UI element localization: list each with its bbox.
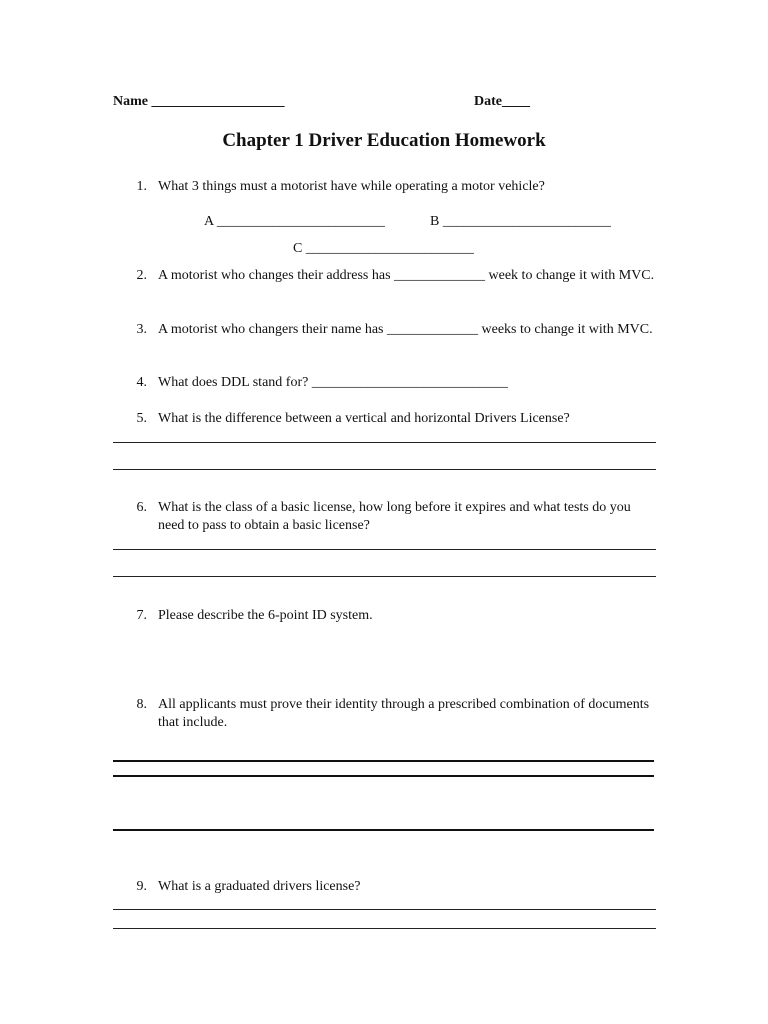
- answer-line: [113, 829, 654, 831]
- answer-line: [113, 576, 656, 577]
- answer-blank-b: B ________________________: [430, 214, 611, 229]
- answer-line: [113, 775, 654, 777]
- answer-line: [113, 469, 656, 470]
- page-title: Chapter 1 Driver Education Homework: [222, 130, 546, 151]
- question-text: What is the class of a basic license, how long before it expires and what tests do you need to pass to obtain a basic license?: [158, 500, 631, 533]
- question-text: What is a graduated drivers license?: [158, 879, 361, 894]
- question-number: 6.: [136, 500, 147, 515]
- question-number: 7.: [136, 608, 147, 623]
- name-field: Name ___________________: [113, 94, 285, 109]
- question-text: A motorist who changers their name has _____________ weeks to change it with MVC.: [158, 322, 653, 337]
- answer-line: [113, 442, 656, 443]
- date-field: Date____: [474, 94, 530, 109]
- question-number: 1.: [136, 179, 147, 194]
- question-text: What does DDL stand for? ____________________________: [158, 375, 508, 390]
- question-number: 8.: [136, 697, 147, 712]
- answer-line: [113, 760, 654, 762]
- answer-line: [113, 549, 656, 550]
- answer-line: [113, 909, 656, 910]
- question-text: What is the difference between a vertical and horizontal Drivers License?: [158, 411, 570, 426]
- question-number: 2.: [136, 268, 147, 283]
- question-number: 4.: [136, 375, 147, 390]
- question-text: All applicants must prove their identity through a prescribed combination of documents that include.: [158, 697, 650, 730]
- question-text: What 3 things must a motorist have while operating a motor vehicle?: [158, 179, 545, 194]
- question-number: 3.: [136, 322, 147, 337]
- question-number: 5.: [136, 411, 147, 426]
- answer-blank-c: C ________________________: [293, 241, 474, 256]
- question-text: Please describe the 6-point ID system.: [158, 608, 373, 623]
- question-number: 9.: [136, 879, 147, 894]
- question-text: A motorist who changes their address has _____________ week to change it with MVC.: [158, 268, 655, 283]
- answer-line: [113, 928, 656, 929]
- answer-blank-a: A ________________________: [204, 214, 385, 229]
